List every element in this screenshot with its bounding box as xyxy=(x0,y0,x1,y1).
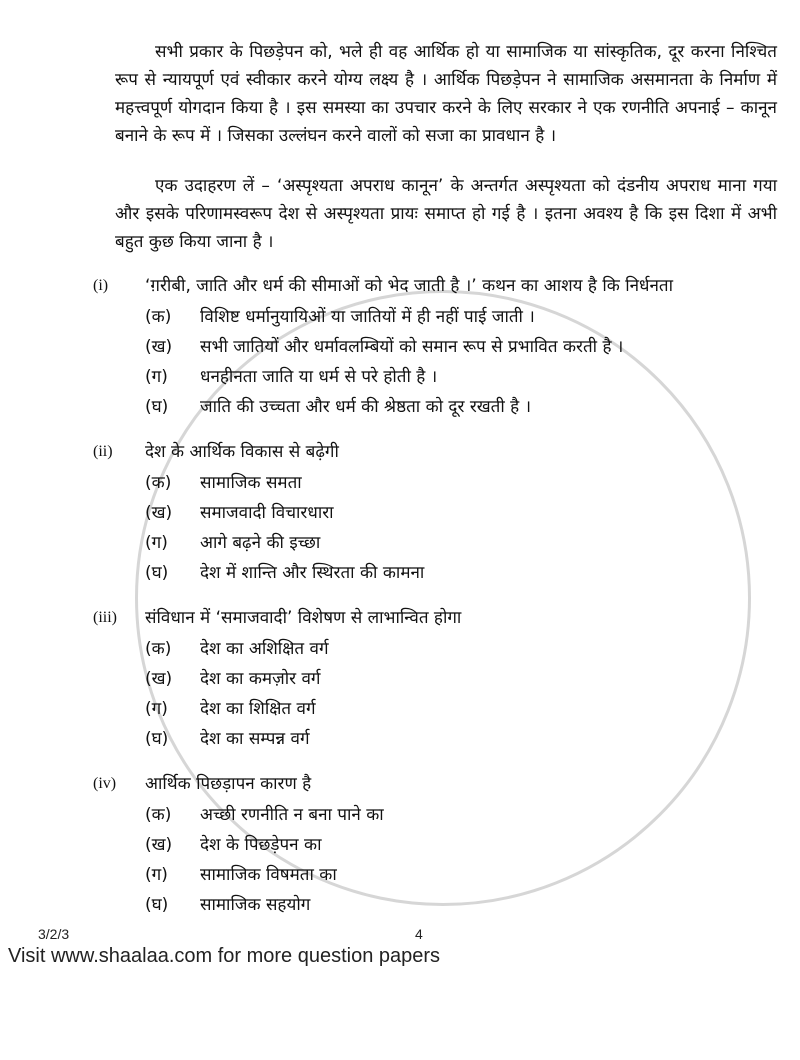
option-text: देश के पिछड़ेपन का xyxy=(200,835,322,855)
option-label: (ग) xyxy=(145,699,168,719)
option-text: देश का कमज़ोर वर्ग xyxy=(200,669,321,689)
option-label: (घ) xyxy=(145,895,169,915)
option-label: (घ) xyxy=(145,397,169,417)
option-text: जाति की उच्चता और धर्म की श्रेष्ठता को दूर रखती है । xyxy=(200,397,532,417)
option-label: (ख) xyxy=(145,337,173,357)
question xyxy=(93,270,783,422)
passage-paragraph-1: सभी प्रकार के पिछड़ेपन को, भले ही वह आर्थिक हो या सामाजिक या सांस्कृतिक, दूर करना निश्चित रूप से न्यायपूर्ण एवं स्वीकार करने योग्य लक्ष्य है । आर्थिक पिछड़ेपन ने सामाजिक असमानता के निर्माण में महत्त्वपूर्ण योगदान किया है । इस समस्या का उपचार करने के लिए सरकार ने एक रणनीति अपनाई – कानून बनाने के रूप में । जिसका उल्लंघन करने वालों को सजा का प्रावधान है । xyxy=(115,42,777,146)
option-text: देश का शिक्षित वर्ग xyxy=(200,699,316,719)
option xyxy=(145,332,783,362)
option xyxy=(145,392,783,422)
option xyxy=(145,800,783,830)
option-text: समाजवादी विचारधारा xyxy=(200,503,334,523)
footer-link[interactable]: Visit www.shaalaa.com for more question papers xyxy=(8,945,441,967)
option xyxy=(145,890,783,920)
footer-row xyxy=(0,926,800,942)
option-text: धनहीनता जाति या धर्म से परे होती है । xyxy=(200,367,438,387)
option-text: सभी जातियों और धर्मावलम्बियों को समान रूप से प्रभावित करती है । xyxy=(200,337,624,357)
question xyxy=(93,602,783,754)
question-text: आर्थिक पिछड़ापन कारण है xyxy=(145,774,312,794)
page-number: 4 xyxy=(415,926,423,942)
option-label: (ख) xyxy=(145,669,173,689)
option xyxy=(145,362,783,392)
page-content xyxy=(0,38,800,968)
option-text: आगे बढ़ने की इच्छा xyxy=(200,533,321,553)
option-label: (क) xyxy=(145,473,172,493)
option-text: सामाजिक विषमता का xyxy=(200,865,337,885)
option xyxy=(145,724,783,754)
option xyxy=(145,634,783,664)
option xyxy=(145,468,783,498)
option-label: (घ) xyxy=(145,563,169,583)
option-text: सामाजिक सहयोग xyxy=(200,895,311,915)
option-label: (ग) xyxy=(145,533,168,553)
question-text: संविधान में ‘समाजवादी’ विशेषण से लाभान्वित होगा xyxy=(145,608,462,628)
option xyxy=(145,860,783,890)
question-number: (iv) xyxy=(93,775,117,792)
option-text: सामाजिक समता xyxy=(200,473,302,493)
passage-paragraph-2: एक उदाहरण लें – ‘अस्पृश्यता अपराध कानून’ के अन्तर्गत अस्पृश्यता को दंडनीय अपराध माना गया और इसके परिणामस्वरूप देश से अस्पृश्यता प्रायः समाप्त हो गई है । इतना अवश्य है कि इस दिशा में अभी बहुत कुछ किया जाना है । xyxy=(115,176,777,252)
option-text: अच्छी रणनीति न बना पाने का xyxy=(200,805,384,825)
option-label: (ग) xyxy=(145,865,168,885)
option xyxy=(145,664,783,694)
question-number: (i) xyxy=(93,277,109,294)
option-text: देश का सम्पन्न वर्ग xyxy=(200,729,310,749)
option-label: (क) xyxy=(145,639,172,659)
questions xyxy=(0,270,800,920)
option xyxy=(145,528,783,558)
question xyxy=(93,436,783,588)
question-text: ‘ग़रीबी, जाति और धर्म की सीमाओं को भेद जाती है ।’ कथन का आशय है कि निर्धनता xyxy=(145,276,674,296)
option xyxy=(145,302,783,332)
option-label: (ग) xyxy=(145,367,168,387)
option-text: देश में शान्ति और स्थिरता की कामना xyxy=(200,563,425,583)
question-number: (ii) xyxy=(93,443,113,460)
option xyxy=(145,694,783,724)
option xyxy=(145,830,783,860)
option xyxy=(145,558,783,588)
option-text: विशिष्ट धर्मानुयायिओं या जातियों में ही नहीं पाई जाती । xyxy=(200,307,535,327)
option-label: (क) xyxy=(145,307,172,327)
option-label: (ख) xyxy=(145,503,173,523)
option-label: (ख) xyxy=(145,835,173,855)
option-label: (क) xyxy=(145,805,172,825)
question-number: (iii) xyxy=(93,609,117,626)
option-text: देश का अशिक्षित वर्ग xyxy=(200,639,329,659)
option xyxy=(145,498,783,528)
paper-code: 3/2/3 xyxy=(38,926,70,942)
question-text: देश के आर्थिक विकास से बढ़ेगी xyxy=(145,442,339,462)
option-label: (घ) xyxy=(145,729,169,749)
question xyxy=(93,768,783,920)
